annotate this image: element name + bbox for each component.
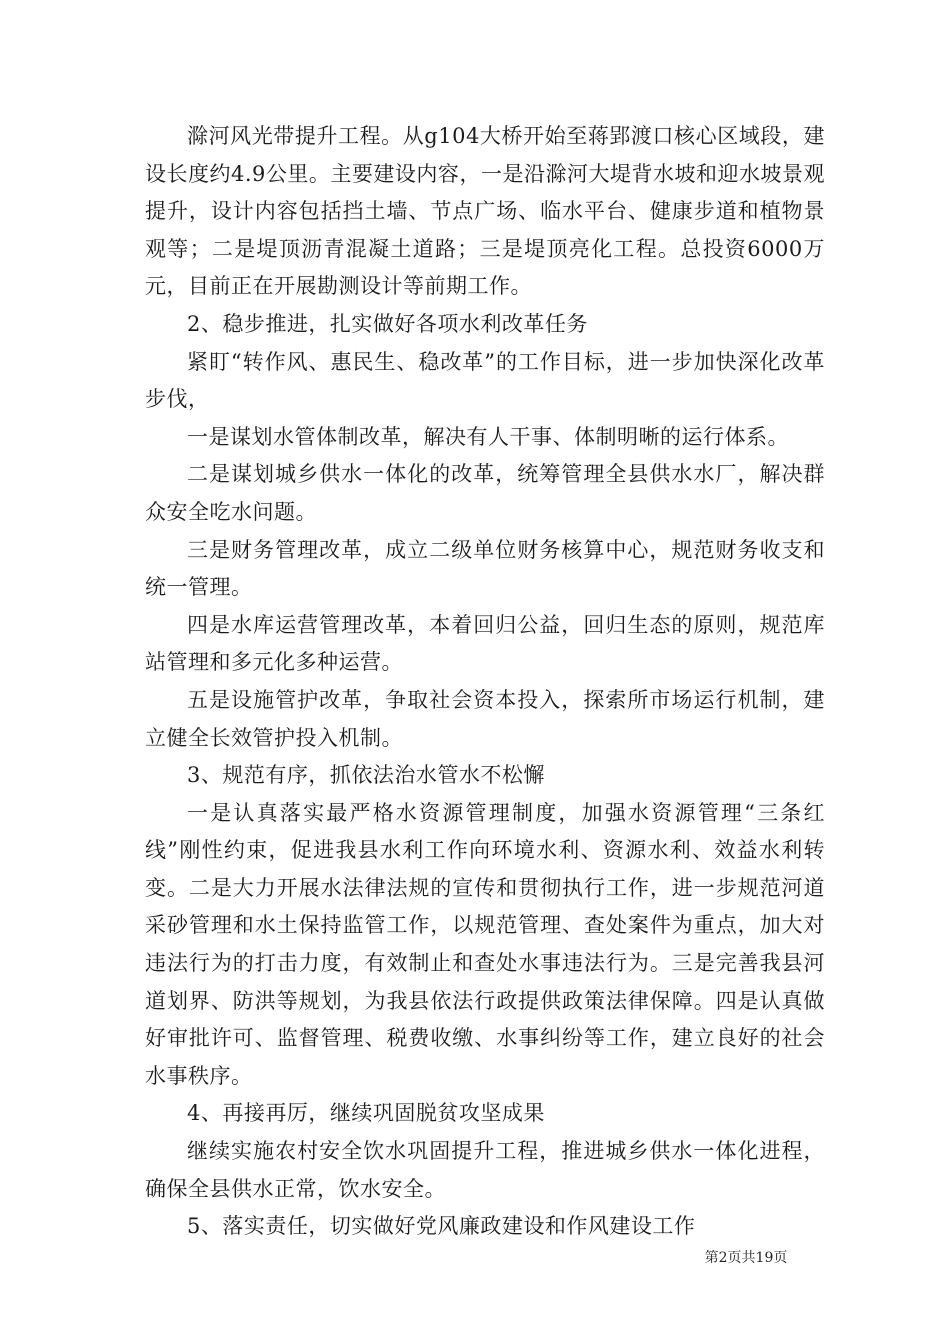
paragraph-rule-of-law: 一是认真落实最严格水资源管理制度，加强水资源管理“三条红线”刚性约束，促进我县水利工作向环境水利、资源水利、效益水利转变。二是大力开展水法律法规的宣传和贯彻执行工作，进一步规范河道采砂管理和水土保持监管工作，以规范管理、查处案件为重点，加大对违法行为的打击力度，有效制止和查处水事违法行为。三是完善我县河道划界、防洪等规划，为我县依法行政提供政策法律保障。四是认真做好审批许可、监督管理、税费收缴、水事纠纷等工作，建立良好的社会水事秩序。 bbox=[145, 800, 825, 1088]
paragraph-reform-item-5: 五是设施管护改革，争取社会资本投入，探索所市场运行机制，建立健全长效管护投入机制。 bbox=[145, 687, 825, 750]
paragraph-poverty: 继续实施农村安全饮水巩固提升工程，推进城乡供水一体化进程，确保全县供水正常，饮水安全。 bbox=[145, 1139, 825, 1201]
paragraph-reform-item-1: 一是谋划水管体制改革，解决有人干事、体制明晰的运行体系。 bbox=[187, 424, 789, 449]
section-heading-poverty: 4、再接再厉，继续巩固脱贫攻坚成果 bbox=[187, 1101, 545, 1126]
paragraph-reform-item-3: 三是财务管理改革，成立二级单位财务核算中心，规范财务收支和统一管理。 bbox=[145, 537, 825, 600]
section-heading-rule-of-law: 3、规范有序，抓依法治水管水不松懈 bbox=[187, 763, 545, 788]
paragraph-reform-item-2: 二是谋划城乡供水一体化的改革，统筹管理全县供水水厂，解决群众安全吃水问题。 bbox=[145, 462, 825, 524]
paragraph-reform-goal: 紧盯“转作风、惠民生、稳改革”的工作目标，进一步加快深化改革步伐， bbox=[145, 349, 825, 412]
paragraph-reform-item-4: 四是水库运营管理改革，本着回归公益，回归生态的原则，规范库站管理和多元化多种运营。 bbox=[145, 612, 825, 675]
paragraph-project-description: 滁河风光带提升工程。从g104大桥开始至蒋郢渡口核心区域段，建设长度约4.9公里。主要建设内容，一是沿滁河大堤背水坡和迎水坡景观提升，设计内容包括挡土墙、节点广场、临水平台、健康步道和植物景观等；二是堤顶沥青混凝土道路；三是堤顶亮化工程。总投资6000万元，目前正在开展勘测设计等前期工作。 bbox=[145, 124, 825, 299]
page-number-footer: 第2页共19页 bbox=[704, 1250, 788, 1266]
section-heading-reform: 2、稳步推进，扎实做好各项水利改革任务 bbox=[187, 311, 588, 336]
document-body bbox=[145, 118, 825, 1246]
section-heading-responsibility: 5、落实责任，切实做好党风廉政建设和作风建设工作 bbox=[187, 1214, 696, 1239]
